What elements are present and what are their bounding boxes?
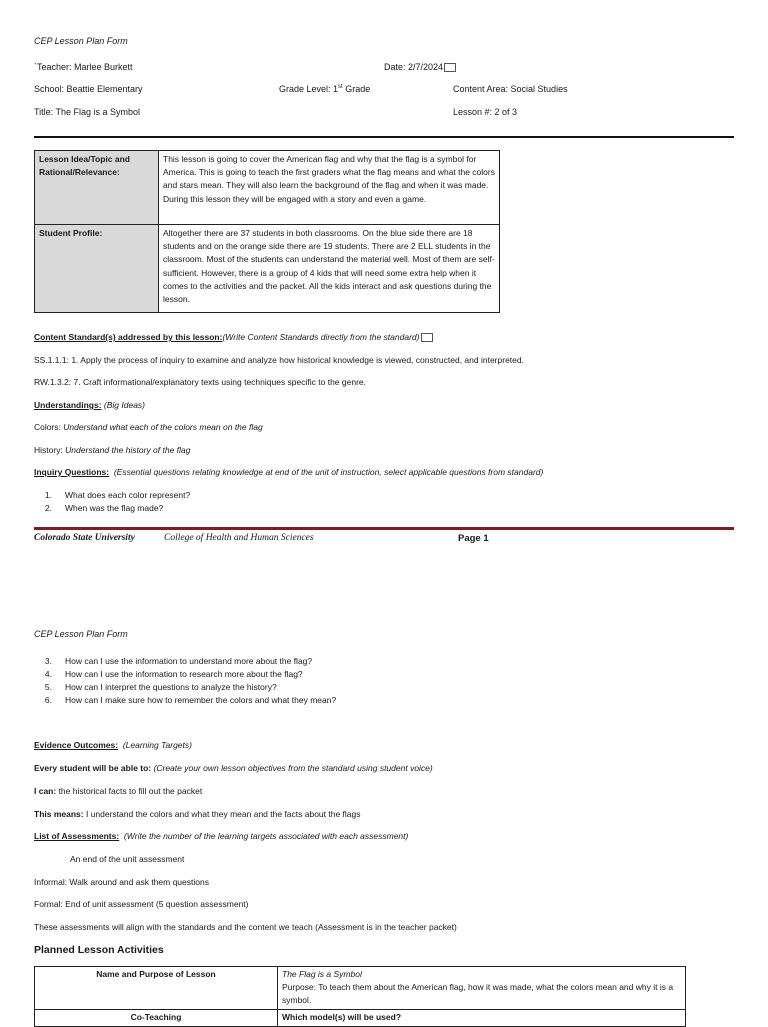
footer-college: College of Health and Human Sciences [164,533,314,543]
assessment-end-unit: An end of the unit assessment [70,854,185,864]
planned-activities-heading: Planned Lesson Activities [34,944,164,956]
lesson-idea-text: This lesson is going to cover the American flag and why that the flag is a symbol for America. This is going to teach the first graders what the flag means and what the colors and stars mean. They will also learn the background of the flag and when it was made. During this lesson they will be engaged with a story and even a game. [159,151,500,225]
footer-divider [34,527,734,530]
assessment-formal: Formal: End of unit assessment (5 question assessment) [34,899,249,909]
list-item: 1. What does each color represent? [44,490,191,500]
evidence-outcomes-heading: Evidence Outcomes: (Learning Targets) [34,740,192,750]
lesson-title-field: Title: The Flag is a Symbol [34,107,141,117]
form-title: CEP Lesson Plan Form [34,36,128,46]
inquiry-questions-list-continued [34,655,336,707]
content-area-field: Content Area: Social Studies [453,84,568,94]
table-row [35,967,686,1010]
lesson-idea-label: Lesson Idea/Topic and Rational/Relevance: [35,151,159,225]
understanding-history: History: Understand the history of the flag [34,445,191,455]
list-item: 3. How can I use the information to understand more about the flag? [44,656,313,666]
student-profile-label: Student Profile: [35,225,159,313]
lesson-number-field: Lesson #: 2 of 3 [453,107,518,117]
list-item: 5. How can I interpret the questions to analyze the history? [44,682,277,692]
school-field: School: Beattie Elementary [34,84,143,94]
table-row [35,151,500,225]
lesson-purpose: Purpose: To teach them about the American flag, how it was made, what the colors mean and why it is a symbol. [282,982,674,1005]
assessments-heading: List of Assessments: (Write the number of the learning targets associated with each assessment) [34,831,409,841]
footer-page-number: Page 1 [458,533,489,544]
grade-level-field: Grade Level: 1st Grade [279,84,371,94]
standard-2: RW.1.3.2: 7. Craft informational/explanatory texts using techniques specific to the genre. [34,377,366,387]
this-means-line: This means: I understand the colors and what they mean and the facts about the flags [34,809,361,819]
lesson-name-title: The Flag is a Symbol [282,969,362,979]
list-item: 4. How can I use the information to research more about the flag? [44,669,303,679]
inquiry-heading: Inquiry Questions: (Essential questions relating knowledge at end of the unit of instruction, select applicable questions from standard) [34,467,544,477]
teacher-field: `Teacher: Marlee Burkett [34,62,133,72]
form-title-page-2: CEP Lesson Plan Form [34,629,128,639]
student-profile-text: Altogether there are 37 students in both classrooms. On the blue side there are 18 students and on the orange side there are 19 students. There are 2 ELL students in the classroom. Most of the students can understand the material well. Most of them are self-sufficient. However, there is a group of 4 kids that will need some extra help when it comes to the activities and the packet. All the kids interact and ask questions during the lesson. [159,225,500,313]
co-teaching-model: Which model(s) will be used? [278,1010,686,1027]
footer-university: Colorado State University [34,533,135,543]
standard-1: SS.1.1.1: 1. Apply the process of inquiry to examine and analyze how historical knowledge is viewed, constructed, and interpreted. [34,355,524,365]
planned-activities-table [34,966,686,1027]
header-divider [34,136,734,138]
co-teaching-label: Co-Teaching [35,1010,278,1027]
table-row [35,225,500,313]
inquiry-questions-list [34,489,190,515]
understanding-colors: Colors: Understand what each of the colors mean on the flag [34,422,263,432]
list-item: 2. When was the flag made? [44,503,164,513]
assessment-alignment: These assessments will align with the standards and the content we teach (Assessment is in the teacher packet) [34,922,457,932]
content-standards-heading: Content Standard(s) addressed by this lesson:(Write Content Standards directly from the standard) [34,332,433,342]
lesson-name-cell [278,967,686,1010]
lesson-name-label: Name and Purpose of Lesson [35,967,278,1010]
understandings-heading: Understandings: (Big Ideas) [34,400,146,410]
every-student-line: Every student will be able to: (Create your own lesson objectives from the standard using student voice) [34,763,433,773]
date-field: Date: 2/7/2024 [384,62,456,72]
assessment-informal: Informal: Walk around and ask them questions [34,877,209,887]
list-item: 6. How can I make sure how to remember the colors and what they mean? [44,695,337,705]
lesson-info-table [34,150,500,313]
i-can-line: I can: the historical facts to fill out the packet [34,786,203,796]
